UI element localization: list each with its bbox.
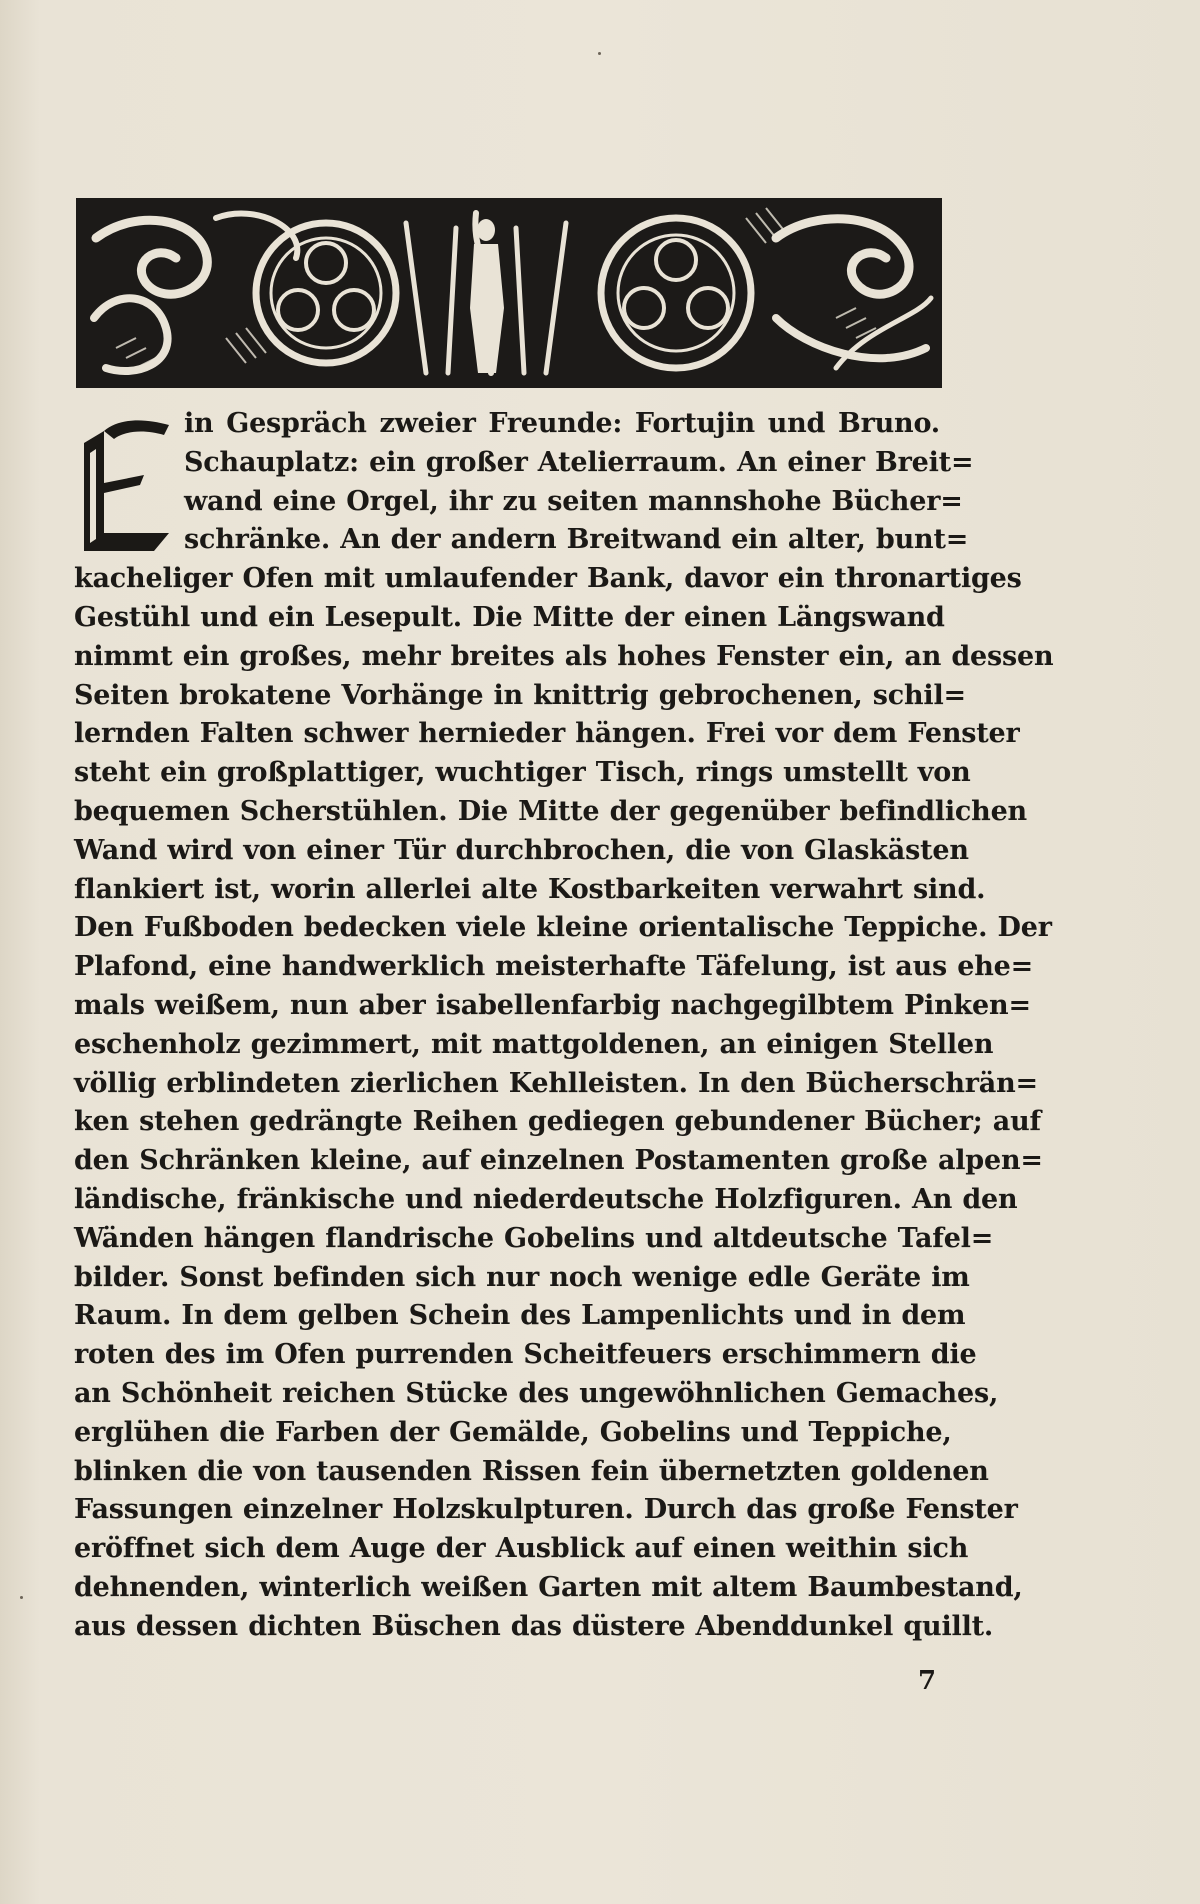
paper-speck <box>598 52 601 55</box>
text-line: eröffnet sich dem Auge der Ausblick auf einen weithin sich <box>74 1533 969 1565</box>
page-number: 7 <box>918 1666 937 1696</box>
text-line: mals weißem, nun aber isabellenfarbig nachgegilbtem Pinken= <box>74 989 1031 1021</box>
text-line: roten des im Ofen purrenden Scheitfeuers erschimmern die <box>74 1339 977 1371</box>
text-line: in Gespräch zweier Freunde: Fortujin und Bruno. <box>184 408 940 439</box>
drop-cap-letter <box>74 413 174 559</box>
text-line: eschenholz gezimmert, mit mattgoldenen, an einigen Stellen <box>74 1028 994 1060</box>
ornament-illustration <box>76 198 942 388</box>
paper-speck <box>20 1596 23 1599</box>
text-line: an Schönheit reichen Stücke des ungewöhnlichen Gemaches, <box>74 1377 999 1409</box>
text-line: ken stehen gedrängte Reihen gediegen gebundener Bücher; auf <box>74 1106 1041 1138</box>
text-line: Raum. In dem gelben Schein des Lampenlichts und in dem <box>74 1300 966 1332</box>
text-line: bilder. Sonst befinden sich nur noch wenige edle Geräte im <box>74 1261 970 1293</box>
text-line: kacheliger Ofen mit umlaufender Bank, davor ein thronartiges <box>74 563 1022 595</box>
text-line: steht ein großplattiger, wuchtiger Tisch, rings umstellt von <box>74 757 971 789</box>
text-line: Wand wird von einer Tür durchbrochen, die von Glaskästen <box>74 834 969 866</box>
text-line: blinken die von tausenden Rissen fein übernetzten goldenen <box>74 1455 989 1487</box>
woodcut-header-ornament <box>76 198 942 388</box>
text-line: lernden Falten schwer hernieder hängen. Frei vor dem Fenster <box>74 718 1020 750</box>
text-line: ländische, fränkische und niederdeutsche Holzfiguren. An den <box>74 1183 1018 1215</box>
text-line: Plafond, eine handwerklich meisterhafte Täfelung, ist aus ehe= <box>74 951 1034 983</box>
text-line: völlig erblindeten zierlichen Kehlleisten. In den Bücherschrän= <box>74 1067 1038 1099</box>
text-line: bequemen Scherstühlen. Die Mitte der gegenüber befindlichen <box>74 795 1027 827</box>
text-line: flankiert ist, worin allerlei alte Kostbarkeiten verwahrt sind. <box>74 873 986 905</box>
text-line: wand eine Orgel, ihr zu seiten mannshohe Bücher= <box>184 485 963 517</box>
text-line: nimmt ein großes, mehr breites als hohes Fenster ein, an dessen <box>74 640 1054 672</box>
text-line: Fassungen einzelner Holzskulpturen. Durch das große Fenster <box>74 1494 1018 1526</box>
text-line: dehnenden, winterlich weißen Garten mit altem Baumbestand, <box>74 1571 1023 1603</box>
drop-cap <box>74 413 174 559</box>
text-line: Gestühl und ein Lesepult. Die Mitte der einen Längswand <box>74 601 945 633</box>
body-text <box>74 405 1054 1647</box>
text-line: Seiten brokatene Vorhänge in knittrig gebrochenen, schil= <box>74 679 966 711</box>
text-line: Den Fußboden bedecken viele kleine orientalische Teppiche. Der <box>74 912 1052 944</box>
text-line: den Schränken kleine, auf einzelnen Postamenten große alpen= <box>74 1145 1043 1177</box>
text-line: Schauplatz: ein großer Atelierraum. An einer Breit= <box>184 446 974 478</box>
text-line: erglühen die Farben der Gemälde, Gobelins und Teppiche, <box>74 1416 952 1448</box>
text-line: Wänden hängen flandrische Gobelins und altdeutsche Tafel= <box>74 1222 994 1254</box>
text-line: schränke. An der andern Breitwand ein alter, bunt= <box>184 524 969 556</box>
text-line: aus dessen dichten Büschen das düstere Abenddunkel quillt. <box>74 1610 994 1642</box>
